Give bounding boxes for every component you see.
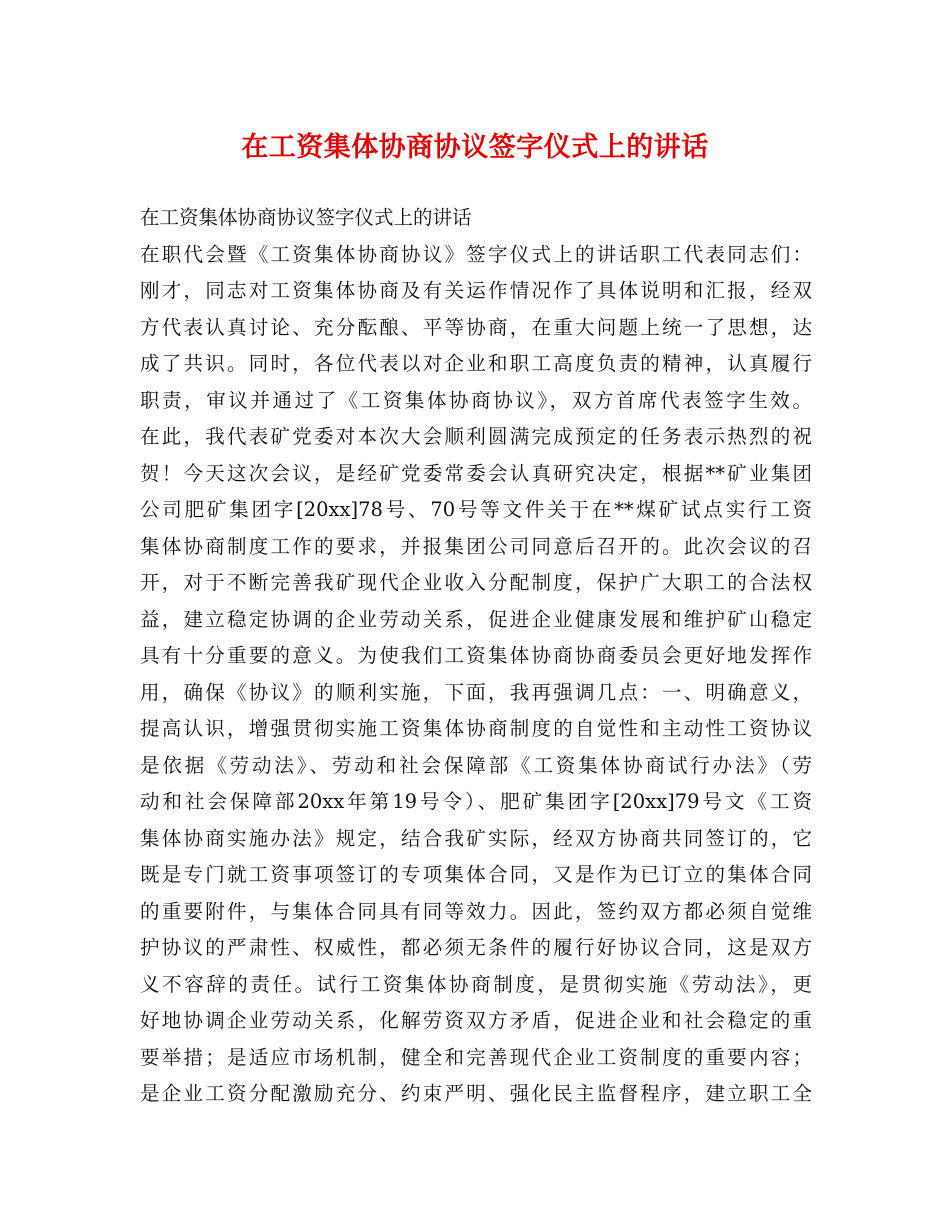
body-line-4: 方代表认真讨论、充分酝酿、平等协商，在重大问题上统一了思想，达 — [140, 315, 812, 339]
body-line-21: 护协议的严肃性、权威性，都必须无条件的履行好协议合同，这是双方 — [140, 936, 812, 959]
body-line-12: 益，建立稳定协调的企业劳动关系，促进企业健康发展和维护矿山稳定 — [140, 607, 812, 631]
body-line-11: 开，对于不断完善我矿现代企业收入分配制度，保护广大职工的合法权 — [140, 571, 812, 594]
body-line-18: 集体协商实施办法》规定，结合我矿实际，经双方协商共同签订的，它 — [140, 826, 812, 850]
body-line-17: 动和社会保障部20xx年第19号令）、肥矿集团字[20xx]79号文《工资 — [140, 790, 812, 813]
body-line-9: 公司肥矿集团字[20xx]78号、70号等文件关于在**煤矿试点实行工资 — [140, 498, 812, 521]
document-body — [140, 200, 812, 1113]
body-line-8: 贺！今天这次会议，是经矿党委常委会认真研究决定，根据**矿业集团 — [140, 461, 812, 485]
body-line-23: 好地协调企业劳动关系，化解劳资双方矛盾，促进企业和社会稳定的重 — [140, 1009, 812, 1032]
body-line-7: 在此，我代表矿党委对本次大会顺利圆满完成预定的任务表示热烈的祝 — [140, 425, 812, 448]
body-line-25: 是企业工资分配激励充分、约束严明、强化民主监督程序，建立职工全 — [140, 1082, 812, 1105]
body-line-22: 义不容辞的责任。试行工资集体协商制度，是贯彻实施《劳动法》，更 — [140, 972, 812, 996]
body-line-20: 的重要附件，与集体合同具有同等效力。因此，签约双方都必须自觉维 — [140, 899, 812, 923]
body-line-16: 是依据《劳动法》、劳动和社会保障部《工资集体协商试行办法》（劳 — [140, 753, 812, 777]
body-line-1: 在工资集体协商协议签字仪式上的讲话 — [140, 206, 472, 229]
body-line-24: 要举措；是适应市场机制，健全和完善现代企业工资制度的重要内容； — [140, 1045, 812, 1069]
body-line-10: 集体协商制度工作的要求，并报集团公司同意后召开的。此次会议的召 — [140, 534, 812, 558]
body-line-5: 成了共识。同时，各位代表以对企业和职工高度负责的精神，认真履行 — [140, 352, 812, 375]
body-line-3: 刚才，同志对工资集体协商及有关运作情况作了具体说明和汇报，经双 — [140, 279, 812, 302]
body-line-19: 既是专门就工资事项签订的专项集体合同，又是作为已订立的集体合同 — [140, 863, 812, 886]
body-line-13: 具有十分重要的意义。为使我们工资集体协商协商委员会更好地发挥作 — [140, 644, 812, 667]
body-line-14: 用，确保《协议》的顺利实施，下面，我再强调几点：一、明确意义， — [140, 680, 812, 704]
document-title: 在工资集体协商协议签字仪式上的讲话 — [241, 132, 709, 163]
body-line-6: 职责，审议并通过了《工资集体协商协议》，双方首席代表签字生效。 — [140, 388, 812, 412]
body-line-2: 在职代会暨《工资集体协商协议》签字仪式上的讲话职工代表同志们： — [140, 242, 812, 266]
body-line-15: 提高认识，增强贯彻实施工资集体协商制度的自觉性和主动性工资协议 — [140, 717, 812, 740]
